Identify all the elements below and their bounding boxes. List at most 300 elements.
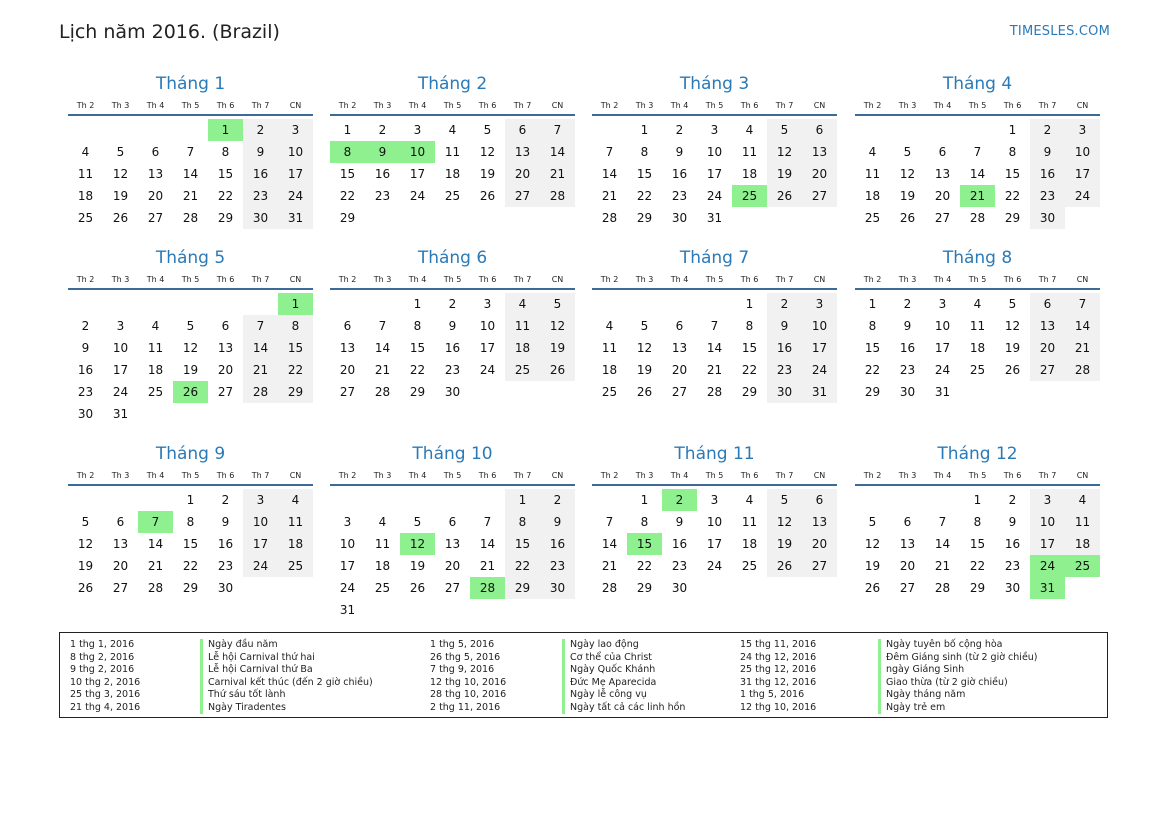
day-cell: 27 xyxy=(339,385,356,399)
day-cell: 7 xyxy=(540,119,575,141)
day-cell: 26 xyxy=(899,211,916,225)
day-cell: 2 xyxy=(675,123,684,137)
day-cell: 3 xyxy=(343,515,352,529)
day-cell: 17 xyxy=(112,363,129,377)
day-cell: 6 xyxy=(343,319,352,333)
day-cell: 12 xyxy=(112,167,129,181)
weekday-label: CN xyxy=(289,275,302,284)
day-cell: 19 xyxy=(899,189,916,203)
weekday-label: CN xyxy=(551,275,564,284)
day-cell: 20 xyxy=(112,559,129,573)
weekday-label: Th 6 xyxy=(740,101,759,110)
day-cell: 8 xyxy=(745,319,754,333)
day-cell: 19 xyxy=(479,167,496,181)
weekday-label: Th 2 xyxy=(600,275,619,284)
day-cell: 16 xyxy=(1030,163,1065,185)
day-cell: 19 xyxy=(767,163,802,185)
empty-cell xyxy=(103,489,138,511)
legend-date: 25 thg 3, 2016 xyxy=(70,689,141,700)
day-cell: 8 xyxy=(640,145,649,159)
day-cell: 1 xyxy=(973,493,982,507)
day-cell: 9 xyxy=(243,141,278,163)
day-cell: 3 xyxy=(938,297,947,311)
day-cell: 2 xyxy=(903,297,912,311)
day-cell: 24 xyxy=(1065,185,1100,207)
day-cell: 21 xyxy=(1065,337,1100,359)
day-cell: 17 xyxy=(479,341,496,355)
day-cell: 25 xyxy=(374,581,391,595)
weekday-header xyxy=(68,273,313,290)
day-cell: 12 xyxy=(479,145,496,159)
month-block xyxy=(330,247,575,403)
day-cell: 14 xyxy=(601,167,618,181)
day-cell: 25 xyxy=(864,211,881,225)
empty-cell xyxy=(138,489,173,511)
day-cell: 14 xyxy=(182,167,199,181)
day-cell: 16 xyxy=(77,363,94,377)
weekday-label: Th 5 xyxy=(443,275,462,284)
day-cell: 16 xyxy=(767,337,802,359)
legend-date: 1 thg 5, 2016 xyxy=(740,689,805,700)
weekday-label: Th 3 xyxy=(111,471,130,480)
day-cell: 10 xyxy=(934,319,951,333)
day-cell: 27 xyxy=(802,555,837,577)
empty-cell xyxy=(103,293,138,315)
month-block xyxy=(68,73,313,229)
weekday-header xyxy=(68,99,313,116)
day-cell: 24 xyxy=(479,363,496,377)
empty-cell xyxy=(173,293,208,315)
day-cell: 18 xyxy=(601,363,618,377)
day-cell: 24 xyxy=(409,189,426,203)
day-cell: 23 xyxy=(217,559,234,573)
legend-holiday-name: Thứ sáu tốt lành xyxy=(200,689,373,702)
day-cell: 4 xyxy=(973,297,982,311)
weekday-label: Th 5 xyxy=(443,101,462,110)
weekday-label: Th 5 xyxy=(181,275,200,284)
day-cell: 23 xyxy=(444,363,461,377)
weekday-label: Th 4 xyxy=(146,275,165,284)
day-cell: 28 xyxy=(601,211,618,225)
weekday-label: Th 3 xyxy=(635,101,654,110)
legend-holiday-name: Carnival kết thúc (đến 2 giờ chiều) xyxy=(200,677,373,690)
legend-holiday-name: Ngày tuyên bố cộng hòa xyxy=(878,639,1038,652)
day-cell: 26 xyxy=(767,185,802,207)
day-cell: 7 xyxy=(710,319,719,333)
day-cell: 4 xyxy=(81,145,90,159)
day-cell: 12 xyxy=(899,167,916,181)
day-cell: 13 xyxy=(339,341,356,355)
day-grid xyxy=(68,119,313,229)
day-cell: 17 xyxy=(278,163,313,185)
holiday-day-cell: 7 xyxy=(138,511,173,533)
day-grid xyxy=(855,293,1100,403)
day-cell: 8 xyxy=(640,515,649,529)
day-cell: 2 xyxy=(81,319,90,333)
day-cell: 7 xyxy=(605,515,614,529)
day-cell: 15 xyxy=(505,533,540,555)
day-cell: 5 xyxy=(540,293,575,315)
weekday-label: Th 2 xyxy=(338,471,357,480)
day-cell: 22 xyxy=(409,363,426,377)
day-cell: 8 xyxy=(505,511,540,533)
day-cell: 28 xyxy=(601,581,618,595)
day-cell: 30 xyxy=(899,385,916,399)
day-cell: 10 xyxy=(802,315,837,337)
day-cell: 3 xyxy=(710,123,719,137)
day-cell: 26 xyxy=(767,555,802,577)
day-cell: 9 xyxy=(540,511,575,533)
day-cell: 15 xyxy=(339,167,356,181)
weekday-header xyxy=(330,99,575,116)
month-title: Tháng 12 xyxy=(937,444,1018,464)
weekday-label: Th 6 xyxy=(478,471,497,480)
holiday-day-cell: 10 xyxy=(400,141,435,163)
day-cell: 23 xyxy=(899,363,916,377)
day-cell: 21 xyxy=(934,559,951,573)
day-cell: 13 xyxy=(802,511,837,533)
day-cell: 20 xyxy=(505,163,540,185)
day-cell: 26 xyxy=(864,581,881,595)
weekday-header xyxy=(855,469,1100,486)
day-cell: 27 xyxy=(147,211,164,225)
day-cell: 17 xyxy=(1065,163,1100,185)
day-cell: 14 xyxy=(147,537,164,551)
month-block xyxy=(592,73,837,229)
legend-date: 24 thg 12, 2016 xyxy=(740,651,817,663)
day-cell: 30 xyxy=(243,207,278,229)
day-cell: 20 xyxy=(339,363,356,377)
day-cell: 8 xyxy=(186,515,195,529)
day-cell: 11 xyxy=(969,319,986,333)
day-cell: 28 xyxy=(540,185,575,207)
empty-cell xyxy=(662,293,697,315)
empty-cell xyxy=(890,119,925,141)
day-cell: 7 xyxy=(605,145,614,159)
day-cell: 24 xyxy=(339,581,356,595)
weekday-label: Th 5 xyxy=(705,275,724,284)
day-cell: 22 xyxy=(278,359,313,381)
day-cell: 3 xyxy=(1065,119,1100,141)
month-block xyxy=(330,73,575,229)
month-block xyxy=(592,443,837,599)
weekday-label: Th 3 xyxy=(898,101,917,110)
day-cell: 7 xyxy=(378,319,387,333)
legend-date: 21 thg 4, 2016 xyxy=(70,701,141,713)
day-cell: 13 xyxy=(899,537,916,551)
day-cell: 14 xyxy=(540,141,575,163)
day-cell: 18 xyxy=(741,537,758,551)
legend-date: 7 thg 9, 2016 xyxy=(430,664,495,675)
day-cell: 18 xyxy=(374,559,391,573)
day-cell: 4 xyxy=(378,515,387,529)
day-cell: 14 xyxy=(969,167,986,181)
day-cell: 30 xyxy=(77,407,94,421)
day-cell: 16 xyxy=(1004,537,1021,551)
day-cell: 4 xyxy=(278,489,313,511)
day-cell: 1 xyxy=(505,489,540,511)
day-cell: 14 xyxy=(243,337,278,359)
empty-cell xyxy=(68,293,103,315)
day-cell: 27 xyxy=(505,185,540,207)
day-cell: 2 xyxy=(243,119,278,141)
day-cell: 29 xyxy=(339,211,356,225)
weekday-label: Th 7 xyxy=(251,275,270,284)
day-cell: 16 xyxy=(540,533,575,555)
day-cell: 22 xyxy=(339,189,356,203)
day-grid xyxy=(592,119,837,229)
day-cell: 13 xyxy=(147,167,164,181)
day-cell: 5 xyxy=(413,515,422,529)
weekday-label: Th 4 xyxy=(933,471,952,480)
day-cell: 3 xyxy=(413,123,422,137)
day-cell: 28 xyxy=(374,385,391,399)
day-cell: 30 xyxy=(217,581,234,595)
day-cell: 29 xyxy=(182,581,199,595)
weekday-label: Th 7 xyxy=(513,275,532,284)
day-cell: 13 xyxy=(671,341,688,355)
legend-date: 9 thg 2, 2016 xyxy=(70,664,135,675)
month-title: Tháng 2 xyxy=(417,74,488,94)
weekday-label: Th 7 xyxy=(1038,275,1057,284)
day-cell: 22 xyxy=(217,189,234,203)
day-cell: 22 xyxy=(969,559,986,573)
weekday-label: Th 4 xyxy=(408,275,427,284)
weekday-label: CN xyxy=(551,471,564,480)
month-block xyxy=(330,443,575,621)
day-cell: 25 xyxy=(601,385,618,399)
day-cell: 11 xyxy=(1065,511,1100,533)
day-cell: 13 xyxy=(934,167,951,181)
day-cell: 28 xyxy=(1065,359,1100,381)
weekday-label: CN xyxy=(813,471,826,480)
day-cell: 9 xyxy=(767,315,802,337)
day-cell: 10 xyxy=(278,141,313,163)
day-cell: 6 xyxy=(151,145,160,159)
month-title: Tháng 5 xyxy=(155,248,226,268)
legend-dates-col-2 xyxy=(430,639,506,714)
day-cell: 22 xyxy=(505,555,540,577)
day-grid xyxy=(592,293,837,403)
day-cell: 5 xyxy=(483,123,492,137)
weekday-label: Th 7 xyxy=(513,471,532,480)
day-cell: 26 xyxy=(77,581,94,595)
weekday-label: CN xyxy=(1076,275,1089,284)
day-cell: 30 xyxy=(767,381,802,403)
day-cell: 25 xyxy=(741,559,758,573)
weekday-label: Th 3 xyxy=(111,101,130,110)
day-cell: 18 xyxy=(741,167,758,181)
day-cell: 18 xyxy=(505,337,540,359)
holiday-day-cell: 31 xyxy=(1030,577,1065,599)
weekday-label: Th 4 xyxy=(933,101,952,110)
empty-cell xyxy=(138,293,173,315)
weekday-label: Th 4 xyxy=(408,471,427,480)
weekday-header xyxy=(855,273,1100,290)
day-cell: 7 xyxy=(186,145,195,159)
day-cell: 17 xyxy=(243,533,278,555)
day-cell: 30 xyxy=(1004,581,1021,595)
day-cell: 6 xyxy=(675,319,684,333)
weekday-label: Th 2 xyxy=(600,471,619,480)
day-cell: 21 xyxy=(374,363,391,377)
day-cell: 26 xyxy=(636,385,653,399)
holiday-legend xyxy=(59,632,1108,718)
day-cell: 23 xyxy=(77,385,94,399)
weekday-label: Th 7 xyxy=(251,471,270,480)
day-cell: 2 xyxy=(1030,119,1065,141)
day-cell: 1 xyxy=(640,123,649,137)
day-cell: 19 xyxy=(540,337,575,359)
day-cell: 29 xyxy=(741,385,758,399)
day-cell: 24 xyxy=(934,363,951,377)
month-title: Tháng 9 xyxy=(155,444,226,464)
weekday-label: Th 6 xyxy=(740,275,759,284)
empty-cell xyxy=(925,489,960,511)
legend-holiday-name: Đức Mẹ Aparecida xyxy=(562,677,685,690)
day-cell: 9 xyxy=(81,341,90,355)
day-cell: 29 xyxy=(217,211,234,225)
day-cell: 1 xyxy=(343,123,352,137)
legend-date: 2 thg 11, 2016 xyxy=(430,701,501,713)
month-title: Tháng 1 xyxy=(155,74,226,94)
day-cell: 21 xyxy=(182,189,199,203)
legend-date: 25 thg 12, 2016 xyxy=(740,664,817,675)
day-cell: 24 xyxy=(802,359,837,381)
day-cell: 22 xyxy=(636,189,653,203)
day-cell: 5 xyxy=(116,145,125,159)
day-cell: 27 xyxy=(1030,359,1065,381)
day-cell: 10 xyxy=(112,341,129,355)
empty-cell xyxy=(925,119,960,141)
day-cell: 15 xyxy=(1004,167,1021,181)
site-link[interactable]: TIMESLES.COM xyxy=(1009,24,1110,39)
day-cell: 21 xyxy=(243,359,278,381)
holiday-day-cell: 8 xyxy=(330,141,365,163)
day-cell: 30 xyxy=(671,581,688,595)
weekday-label: Th 3 xyxy=(635,275,654,284)
weekday-label: Th 5 xyxy=(181,471,200,480)
day-cell: 31 xyxy=(112,407,129,421)
weekday-header xyxy=(592,469,837,486)
day-cell: 8 xyxy=(278,315,313,337)
day-cell: 26 xyxy=(540,359,575,381)
holiday-day-cell: 12 xyxy=(400,533,435,555)
day-grid xyxy=(855,119,1100,229)
day-cell: 20 xyxy=(147,189,164,203)
holiday-day-cell: 26 xyxy=(173,381,208,403)
weekday-label: Th 7 xyxy=(1038,471,1057,480)
weekday-label: Th 2 xyxy=(76,275,95,284)
legend-names-col-2 xyxy=(562,639,685,714)
day-cell: 5 xyxy=(767,119,802,141)
day-cell: 8 xyxy=(221,145,230,159)
day-cell: 23 xyxy=(1004,559,1021,573)
legend-holiday-name: Đêm Giáng sinh (từ 2 giờ chiều) xyxy=(878,652,1038,665)
day-cell: 12 xyxy=(77,537,94,551)
day-grid xyxy=(68,293,313,425)
day-cell: 9 xyxy=(1030,141,1065,163)
empty-cell xyxy=(330,293,365,315)
day-cell: 13 xyxy=(444,537,461,551)
day-cell: 31 xyxy=(802,381,837,403)
month-block xyxy=(855,443,1100,599)
empty-cell xyxy=(592,119,627,141)
day-cell: 19 xyxy=(182,363,199,377)
legend-date: 1 thg 1, 2016 xyxy=(70,639,135,650)
empty-cell xyxy=(68,119,103,141)
legend-date: 12 thg 10, 2016 xyxy=(740,701,817,713)
day-cell: 4 xyxy=(745,493,754,507)
legend-holiday-name: Ngày tất cả các linh hồn xyxy=(562,702,685,715)
day-cell: 8 xyxy=(413,319,422,333)
weekday-label: Th 6 xyxy=(478,101,497,110)
day-cell: 7 xyxy=(938,515,947,529)
day-cell: 28 xyxy=(706,385,723,399)
weekday-header xyxy=(68,469,313,486)
day-cell: 31 xyxy=(278,207,313,229)
weekday-label: Th 7 xyxy=(775,101,794,110)
day-cell: 15 xyxy=(217,167,234,181)
day-cell: 15 xyxy=(636,167,653,181)
day-cell: 9 xyxy=(1008,515,1017,529)
weekday-label: Th 2 xyxy=(863,275,882,284)
day-cell: 2 xyxy=(1008,493,1017,507)
day-cell: 25 xyxy=(444,189,461,203)
holiday-day-cell: 21 xyxy=(960,185,995,207)
day-cell: 17 xyxy=(1030,533,1065,555)
day-cell: 14 xyxy=(934,537,951,551)
day-cell: 27 xyxy=(802,185,837,207)
day-cell: 5 xyxy=(1008,297,1017,311)
day-cell: 16 xyxy=(444,341,461,355)
day-cell: 12 xyxy=(1004,319,1021,333)
day-cell: 3 xyxy=(802,293,837,315)
weekday-label: Th 5 xyxy=(968,275,987,284)
legend-date: 26 thg 5, 2016 xyxy=(430,651,501,663)
day-cell: 28 xyxy=(147,581,164,595)
legend-date: 8 thg 2, 2016 xyxy=(70,651,135,663)
weekday-label: Th 5 xyxy=(705,101,724,110)
day-cell: 16 xyxy=(374,167,391,181)
day-cell: 10 xyxy=(339,537,356,551)
empty-cell xyxy=(103,119,138,141)
legend-date: 1 thg 5, 2016 xyxy=(430,639,495,650)
day-cell: 26 xyxy=(112,211,129,225)
day-cell: 23 xyxy=(1030,185,1065,207)
day-cell: 27 xyxy=(217,385,234,399)
empty-cell xyxy=(592,489,627,511)
day-cell: 22 xyxy=(1004,189,1021,203)
day-cell: 20 xyxy=(217,363,234,377)
day-cell: 18 xyxy=(444,167,461,181)
legend-holiday-name: Ngày lễ công vụ xyxy=(562,689,685,702)
empty-cell xyxy=(208,293,243,315)
legend-holiday-name: Ngày trẻ em xyxy=(878,702,1038,715)
weekday-label: CN xyxy=(1076,101,1089,110)
day-cell: 10 xyxy=(243,511,278,533)
empty-cell xyxy=(470,489,505,511)
legend-date: 10 thg 2, 2016 xyxy=(70,676,141,688)
weekday-label: CN xyxy=(551,101,564,110)
day-cell: 20 xyxy=(934,189,951,203)
day-grid xyxy=(330,489,575,621)
weekday-label: Th 4 xyxy=(670,471,689,480)
month-title: Tháng 7 xyxy=(679,248,750,268)
day-cell: 17 xyxy=(706,167,723,181)
weekday-label: Th 3 xyxy=(635,471,654,480)
day-grid xyxy=(68,489,313,599)
